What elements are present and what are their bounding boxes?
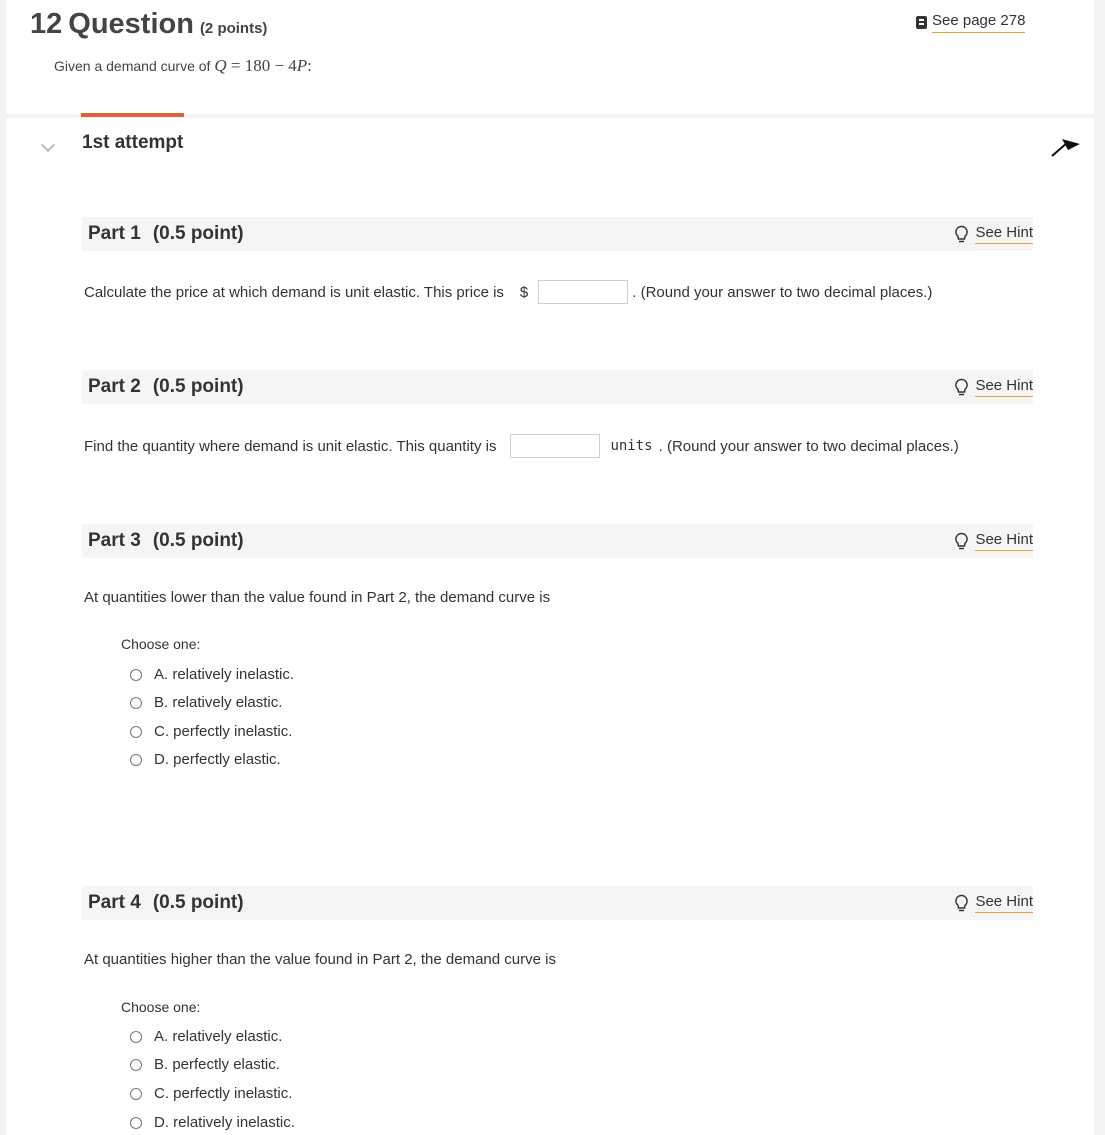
- see-hint-link-part-4[interactable]: See Hint: [954, 893, 1033, 913]
- question-number: 12: [30, 8, 63, 40]
- part-3-title: Part 3 (0.5 point): [88, 530, 244, 551]
- part-1-header: [82, 217, 1033, 251]
- currency-symbol: $: [519, 283, 529, 301]
- quantity-answer-input[interactable]: [510, 434, 600, 458]
- radio-button[interactable]: [130, 669, 142, 681]
- part-1-prompt: [84, 280, 932, 304]
- demand-equation: Q = 180 − 4P:: [214, 56, 312, 75]
- attempt-panel: [6, 118, 1094, 1135]
- lightbulb-icon: [954, 378, 969, 396]
- see-page-label: See page 278: [932, 12, 1025, 33]
- question-stem-text: Given a demand curve of: [54, 58, 211, 74]
- radio-button[interactable]: [130, 1088, 142, 1100]
- see-hint-link-part-2[interactable]: See Hint: [954, 377, 1033, 397]
- part-4-choose-label: Choose one:: [121, 999, 201, 1015]
- part-3-header: [82, 524, 1033, 558]
- radio-button[interactable]: [130, 1059, 142, 1071]
- see-hint-link-part-3[interactable]: See Hint: [954, 531, 1033, 551]
- question-title: [30, 8, 267, 41]
- question-label: Question: [68, 8, 194, 40]
- part-2-round-note: . (Round your answer to two decimal places.): [658, 437, 959, 455]
- part-4-choice-d[interactable]: D. relatively inelastic.: [130, 1114, 295, 1131]
- flag-icon[interactable]: [1046, 130, 1082, 160]
- part-3-prompt: At quantities lower than the value found in Part 2, the demand curve is: [84, 589, 551, 606]
- part-1-round-note: . (Round your answer to two decimal places.): [632, 283, 933, 301]
- part-4-header: [82, 886, 1033, 920]
- part-2-header: [82, 370, 1033, 404]
- price-answer-input[interactable]: [538, 280, 628, 304]
- question-points: (2 points): [199, 20, 268, 37]
- lightbulb-icon: [954, 894, 969, 912]
- part-4-title: Part 4 (0.5 point): [88, 892, 244, 913]
- see-page-link[interactable]: [916, 12, 1025, 33]
- radio-button[interactable]: [130, 754, 142, 766]
- part-4-choice-b[interactable]: B. perfectly elastic.: [130, 1056, 280, 1073]
- lightbulb-icon: [954, 225, 969, 243]
- see-hint-link-part-1[interactable]: See Hint: [954, 224, 1033, 244]
- ebook-icon: [916, 16, 927, 29]
- part-2-prompt: [84, 434, 959, 458]
- part-2-prompt-text: Find the quantity where demand is unit elastic. This quantity is: [84, 437, 497, 455]
- part-3-choice-c[interactable]: C. perfectly inelastic.: [130, 723, 292, 740]
- attempt-tab-indicator: [81, 113, 184, 117]
- part-4-prompt: At quantities higher than the value found in Part 2, the demand curve is: [84, 951, 556, 968]
- part-1-title: Part 1 (0.5 point): [88, 223, 244, 244]
- part-1-prompt-text: Calculate the price at which demand is unit elastic. This price is: [84, 283, 504, 301]
- part-3-choice-a[interactable]: A. relatively inelastic.: [130, 666, 294, 683]
- part-3-choose-label: Choose one:: [121, 636, 201, 652]
- question-header: [6, 0, 1094, 114]
- part-4-choice-c[interactable]: C. perfectly inelastic.: [130, 1085, 292, 1102]
- radio-button[interactable]: [130, 1031, 142, 1043]
- chevron-down-icon[interactable]: [41, 138, 55, 152]
- part-2-title: Part 2 (0.5 point): [88, 376, 244, 397]
- lightbulb-icon: [954, 532, 969, 550]
- part-4-choice-a[interactable]: A. relatively elastic.: [130, 1028, 282, 1045]
- units-label: units: [610, 438, 653, 454]
- radio-button[interactable]: [130, 1117, 142, 1129]
- radio-button[interactable]: [130, 697, 142, 709]
- part-3-choice-b[interactable]: B. relatively elastic.: [130, 694, 282, 711]
- question-stem: [54, 56, 312, 76]
- attempt-header[interactable]: [6, 118, 1094, 168]
- radio-button[interactable]: [130, 726, 142, 738]
- attempt-label: 1st attempt: [82, 132, 184, 153]
- part-3-choice-d[interactable]: D. perfectly elastic.: [130, 751, 281, 768]
